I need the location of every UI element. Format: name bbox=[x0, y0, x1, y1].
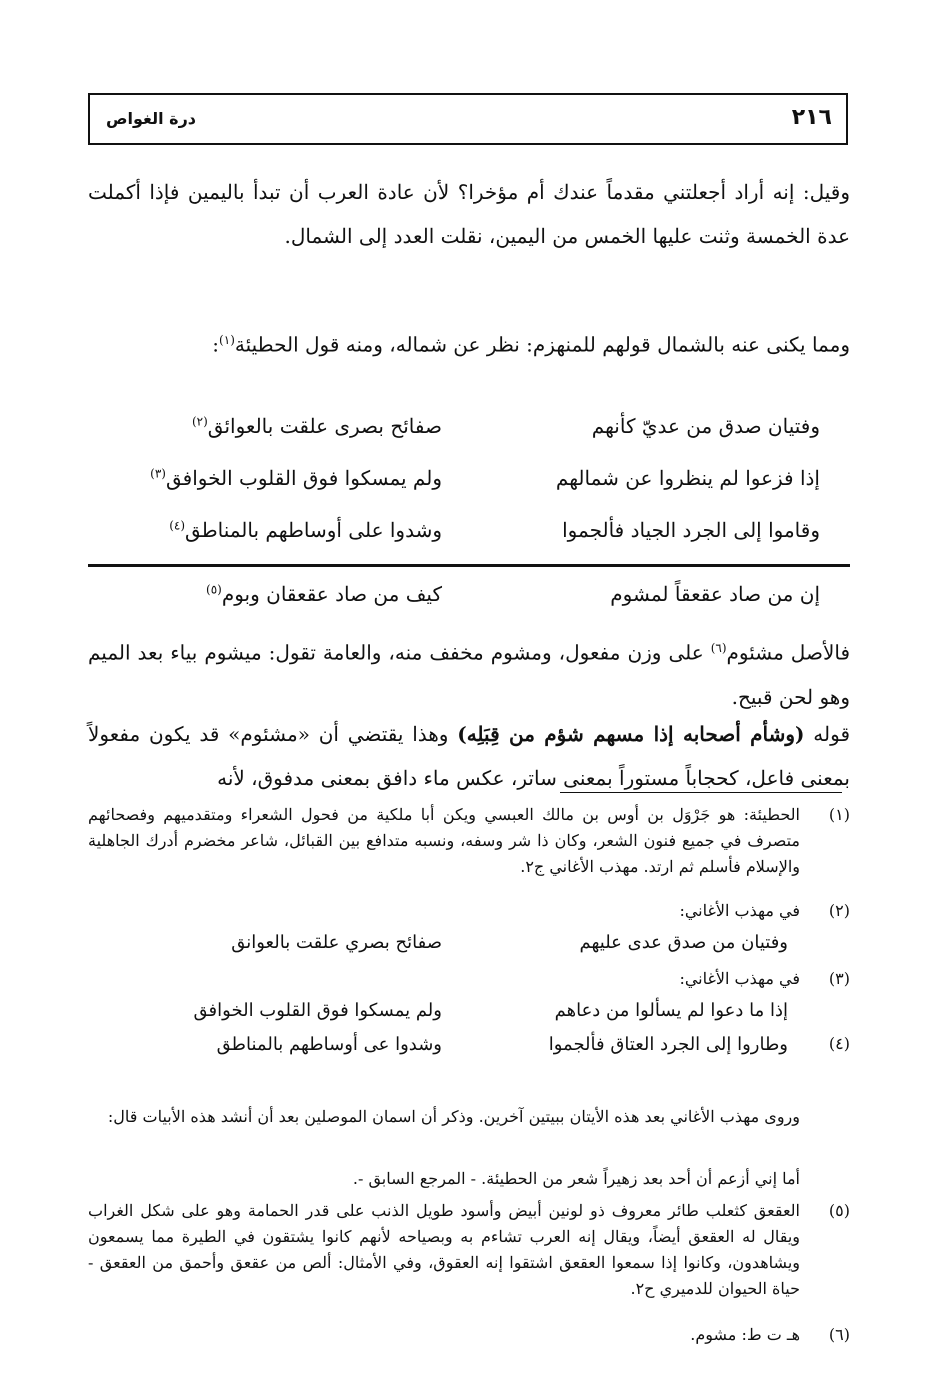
verse-line-4 bbox=[88, 582, 850, 626]
verse-line-1 bbox=[88, 414, 850, 458]
footnote-2-number: (٢) bbox=[828, 901, 850, 920]
footnote-1-number: (١) bbox=[828, 805, 850, 824]
page-number: ٢١٦ bbox=[791, 105, 832, 130]
paragraph-1: وقيل: إنه أراد أجعلتني مقدماً عندك أم مؤخرا؟ لأن عادة العرب أن تبدأ باليمين فإذا أكملت عدة الخمسة وثنت عليها الخمس من اليمين، نقلت العدد إلى الشمال. bbox=[88, 180, 850, 248]
footnote-6-number: (٦) bbox=[828, 1325, 850, 1344]
footnote-6-text: هـ ت ط: مشوم. bbox=[690, 1325, 800, 1344]
verse-line-3 bbox=[88, 518, 850, 562]
footnote-2 bbox=[88, 898, 850, 926]
footnote-ref-1: (١) bbox=[219, 333, 235, 347]
paragraph-4-quote: (وشأم أصحابه إذا مسهم شؤم من قِبَلِه) bbox=[457, 722, 805, 746]
footnote-2-verse-second: صفائح بصري علقت بالعوانق bbox=[231, 932, 442, 953]
footnote-6 bbox=[88, 1322, 850, 1350]
paragraph-2-end: : bbox=[212, 332, 220, 357]
paragraph-3-b: على وزن مفعول، ومشوم مخفف منه، والعامة تقول: ميشوم بياء بعد الميم وهو لحن قبيح. bbox=[88, 640, 850, 709]
verse-4-first-hemistich: إن من صاد عقعقاً لمشوم bbox=[610, 582, 820, 606]
paragraph-4 bbox=[88, 712, 850, 800]
verse-4-second-text: كيف من صاد عقعقان وبوم bbox=[221, 582, 442, 606]
footnote-ref-4: (٤) bbox=[169, 518, 186, 533]
paragraph-4-a: قوله bbox=[804, 722, 850, 746]
footnote-separator bbox=[560, 792, 842, 793]
section-divider bbox=[88, 564, 850, 567]
footnote-5-text: العقعق كثعلب طائر معروف ذو لونين أبيض وأسود طويل الذنب على قدر الحمامة وهو على شكل الغراب ويقال له العقعق أيضاً، ويقال إنه العرب تشاءم به وبصياحه لأنهم كانوا يشتقون في الطيرة مما يسمعون ويشاهدون، وكانوا إذا سمعوا العقعق اشتقوا إنه العقوق، وفي الأمثال: ألص من عقعق وأحمق من العقعق - حياة الحيوان للدميري ح٢. bbox=[88, 1201, 800, 1298]
verse-2-second-hemistich bbox=[150, 466, 442, 490]
footnote-3 bbox=[88, 966, 850, 994]
verse-3-second-text: وشدوا على أوساطهم بالمناطق bbox=[185, 518, 442, 542]
footnote-ref-6: (٦) bbox=[710, 641, 727, 655]
footnote-4-verse-second: وشدوا عى أوساطهم بالمناطق bbox=[216, 1034, 442, 1055]
page-header bbox=[88, 93, 848, 145]
footnote-4-number: (٤) bbox=[828, 1034, 850, 1053]
paragraph-4-b: وهذا يقتضي أن «مشئوم» قد يكون مفعولاً بمعنى فاعل، كحجاباً مستوراً بمعنى ساتر، عكس ماء دافق بمعنى مدفوق، لأنه bbox=[88, 722, 850, 790]
footnote-4-note: وروى مهذب الأغاني بعد هذه الأيتان ببيتين آخرين. وذكر أن اسمان الموصلين بعد أن أنشد هذه الأبيات قال: bbox=[107, 1107, 800, 1126]
verse-4-second-hemistich bbox=[206, 582, 442, 606]
footnote-3-verse-first: إذا ما دعوا لم يسألوا من دعاهم bbox=[554, 1000, 788, 1021]
running-title: درة الغواص bbox=[106, 109, 196, 128]
verse-2-second-text: ولم يمسكوا فوق القلوب الخوافق bbox=[165, 466, 442, 490]
footnote-1 bbox=[88, 802, 850, 890]
footnote-4-verse-first: وطاروا إلى الجرد العتاق فألجموا bbox=[548, 1034, 788, 1055]
footnote-3-number: (٣) bbox=[828, 969, 850, 988]
footnote-5 bbox=[88, 1198, 850, 1308]
footnote-1-text: الحطيئة: هو جَرْوَل بن أوس بن مالك العبسي ويكن أبا ملكية من فحول الشعراء ومتقدميهم وفصحائهم متصرف في جميع فنون الشعر، وكان ذا شر وسفه، ونسبه متدافع بين القبائل، شاعر مخضرم أدرك الجاهلية والإسلام فأسلم ثم ارتد. مهذب الأغاني ج٢. bbox=[88, 805, 800, 876]
footnote-2-text: في مهذب الأغاني: bbox=[679, 901, 800, 920]
footnote-4-quote: أما إني أزعم أن أحد بعد زهيراً شعر من الحطيئة. - المرجع السابق -. bbox=[352, 1169, 800, 1188]
footnote-2-verse-first: وفتيان من صدق عدى عليهم bbox=[579, 932, 788, 953]
footnote-ref-2: (٢) bbox=[191, 414, 208, 429]
paragraph-3-a: فالأصل مشئوم bbox=[726, 640, 851, 665]
verse-line-2 bbox=[88, 466, 850, 510]
paragraph-3 bbox=[88, 626, 850, 719]
verse-1-second-hemistich bbox=[192, 414, 442, 438]
footnote-3-text: في مهذب الأغاني: bbox=[679, 969, 800, 988]
verse-3-second-hemistich bbox=[169, 518, 442, 542]
verse-1-second-text: صفائح بصرى علقت بالعوائق bbox=[207, 414, 442, 438]
verse-2-first-hemistich: إذا فزعوا لم ينظروا عن شمالهم bbox=[555, 466, 820, 490]
footnote-ref-3: (٣) bbox=[150, 466, 166, 481]
verse-1-first-hemistich: وفتيان صدق من عديّ كأنهم bbox=[591, 414, 820, 438]
verse-3-first-hemistich: وقاموا إلى الجرد الجياد فألجموا bbox=[562, 518, 820, 542]
footnote-3-verse-second: ولم يمسكوا فوق القلوب الخوافق bbox=[193, 1000, 442, 1021]
paragraph-2 bbox=[88, 318, 850, 367]
footnote-3-verse bbox=[88, 1000, 850, 1030]
paragraph-2-text: ومما يكنى عنه بالشمال قولهم للمنهزم: نظر عن شماله، ومنه قول الحطيئة bbox=[234, 332, 850, 357]
footnote-ref-5: (٥) bbox=[206, 582, 222, 597]
footnote-4 bbox=[88, 1034, 850, 1064]
footnote-2-verse bbox=[88, 932, 850, 962]
footnote-5-number: (٥) bbox=[828, 1201, 850, 1220]
